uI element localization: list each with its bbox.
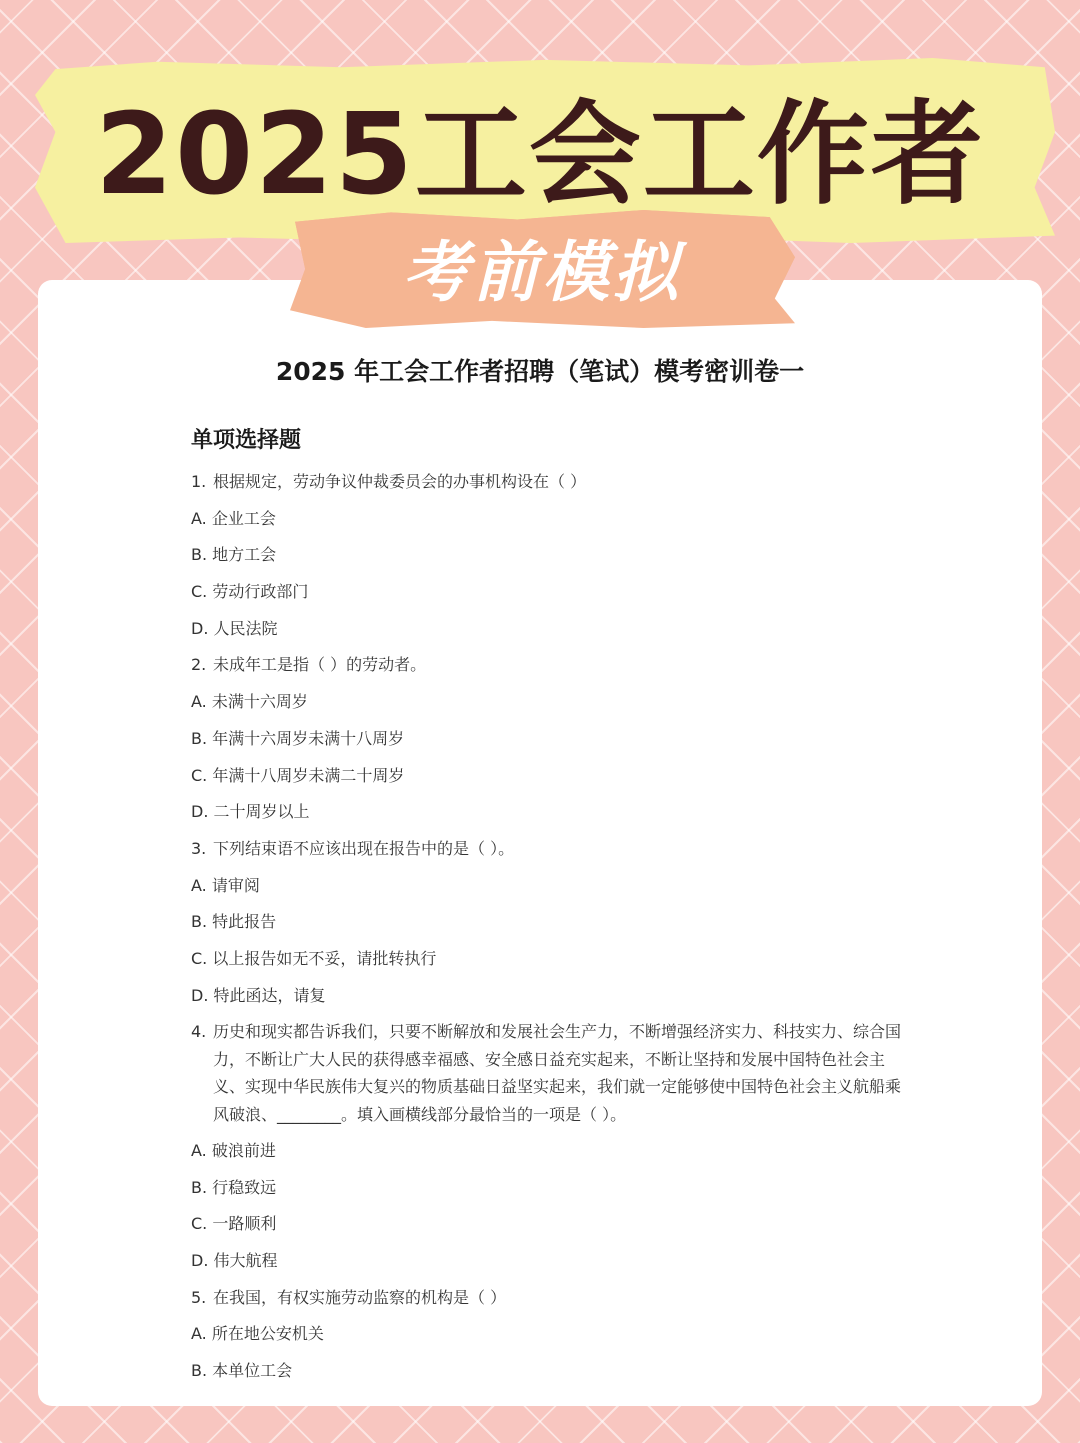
option: B. 特此报告	[191, 912, 277, 932]
option: A. 所在地公安机关	[191, 1324, 324, 1344]
question-5: 5. 在我国，有权实施劳动监察的机构是（ ）	[191, 1287, 507, 1307]
section-heading: 单项选择题	[191, 428, 302, 453]
banner-subtitle: 考前模拟	[402, 234, 683, 311]
question-4: 4. 历史和现实都告诉我们，只要不断解放和发展社会生产力，不断增强经济实力、科技实力、综合国力，不断让广大人民的获得感幸福感、安全感日益充实起来，不断让坚持和发展中国特色社会主义、实现中华民族伟大复兴的物质基础日益坚实起来，我们就一定能够使中国特色社会主义航船乘风破浪、________。填入画横线部分最恰当的一项是（ ）。	[191, 1022, 902, 1124]
question-2: 2. 未成年工是指（ ）的劳动者。	[191, 655, 427, 675]
option: D. 二十周岁以上	[191, 802, 310, 822]
option: D. 伟大航程	[191, 1251, 278, 1271]
option: D. 特此函达，请复	[191, 985, 326, 1005]
document-title: 2025 年工会工作者招聘（笔试）模考密训卷一	[275, 357, 805, 386]
option: C. 劳动行政部门	[191, 582, 309, 602]
option: A. 请审阅	[191, 875, 260, 895]
banner-title: 2025工会工作者	[95, 90, 985, 220]
option: B. 地方工会	[191, 545, 277, 565]
option: B. 行稳致远	[191, 1177, 277, 1197]
option: A. 破浪前进	[191, 1141, 276, 1160]
option: C. 年满十八周岁未满二十周岁	[191, 765, 405, 785]
question-3: 3. 下列结束语不应该出现在报告中的是（ ）。	[191, 838, 515, 858]
option: D. 人民法院	[191, 618, 278, 638]
question-1: 1. 根据规定，劳动争议仲裁委员会的办事机构设在（ ）	[191, 472, 587, 491]
question-list	[191, 468, 911, 1394]
option: C. 以上报告如无不妥，请批转执行	[191, 948, 437, 968]
exam-paper-card	[38, 280, 1042, 1406]
option: B. 年满十六周岁未满十八周岁	[191, 728, 405, 748]
option: A. 企业工会	[191, 508, 276, 528]
option: C. 一路顺利	[191, 1214, 277, 1234]
option: A. 未满十六周岁	[191, 692, 308, 712]
option: B. 本单位工会	[191, 1361, 293, 1381]
